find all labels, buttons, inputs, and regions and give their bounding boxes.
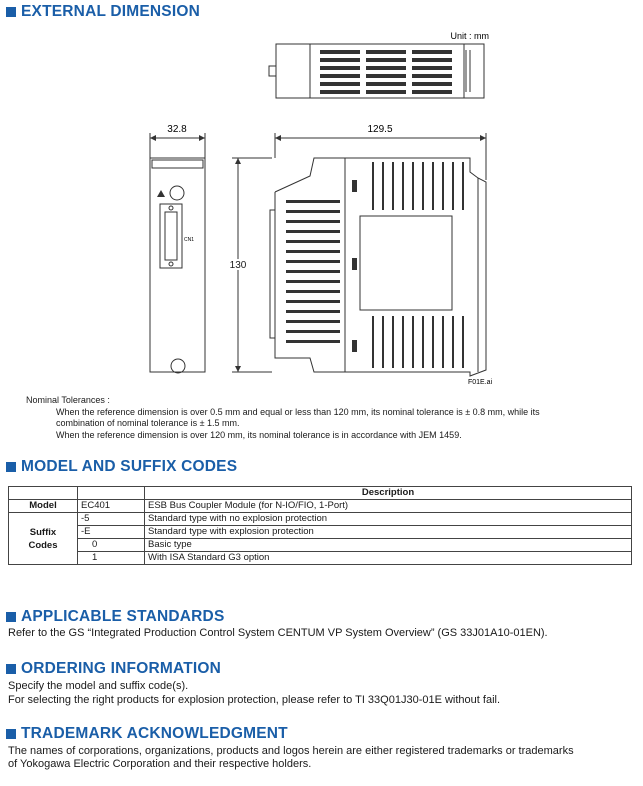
tolerance-line-2: combination of nominal tolerance is ± 1.5 mm. [56,418,240,428]
table-row [9,526,632,539]
suffix-code: -5 [78,513,145,526]
suffix-description: Standard type with no explosion protection [145,513,632,526]
suffix-code: 0 [78,539,145,552]
section-title: ORDERING INFORMATION [21,660,222,677]
side-width-label: 129.5 [367,124,393,135]
tolerance-title: Nominal Tolerances : [26,395,110,405]
section-heading-ordering-information [6,660,221,678]
square-bullet-icon [6,462,16,472]
section-heading-applicable-standards [6,608,225,626]
suffix-label-line-1: Suffix [29,526,57,538]
dimension-drawing [0,22,643,390]
suffix-codes-label [9,513,78,565]
suffix-code: 1 [78,552,145,565]
trademark-line-1: The names of corporations, organizations, products and logos herein are either registered trademarks or trademarks [8,745,574,757]
table-row [9,513,632,526]
section-title: MODEL AND SUFFIX CODES [21,458,238,475]
square-bullet-icon [6,7,16,17]
suffix-description: With ISA Standard G3 option [145,552,632,565]
front-width-label: 32.8 [167,124,187,135]
standards-text: Refer to the GS “Integrated Production Control System CENTUM VP System Overview” (GS 33J01A10-01EN). [8,627,548,639]
suffix-code: -E [78,526,145,539]
section-title: EXTERNAL DIMENSION [21,3,200,20]
table-header-row [9,487,632,500]
model-label: Model [9,500,78,513]
ordering-line-1: Specify the model and suffix code(s). [8,680,189,692]
description-header: Description [145,487,632,500]
section-heading-model-suffix [6,458,237,476]
connector-label: CN1 [184,237,195,243]
table-row [9,539,632,552]
tolerance-line-3: When the reference dimension is over 120 mm, its nominal tolerance is in accordance with JEM 1459. [56,430,462,440]
square-bullet-icon [6,729,16,739]
section-heading-external-dimension [6,3,200,21]
model-code: EC401 [78,500,145,513]
model-description: ESB Bus Coupler Module (for N-IO/FIO, 1-Port) [145,500,632,513]
unit-label: Unit : mm [450,31,489,41]
square-bullet-icon [6,612,16,622]
ordering-line-2: For selecting the right products for explosion protection, please refer to TI 33Q01J30-01E without fail. [8,694,501,706]
suffix-description: Basic type [145,539,632,552]
section-title: TRADEMARK ACKNOWLEDGMENT [21,725,288,742]
model-suffix-table [8,486,632,565]
figure-id: F01E.ai [468,379,493,386]
table-row [9,500,632,513]
height-label: 130 [229,260,247,271]
suffix-label-line-2: Codes [28,539,58,551]
suffix-description: Standard type with explosion protection [145,526,632,539]
section-title: APPLICABLE STANDARDS [21,608,225,625]
square-bullet-icon [6,664,16,674]
section-heading-trademark [6,725,288,743]
table-row [9,552,632,565]
tolerance-line-1: When the reference dimension is over 0.5 mm and equal or less than 120 mm, its nominal tolerance is ± 0.8 mm, while its [56,407,540,417]
trademark-line-2: of Yokogawa Electric Corporation and their respective holders. [8,758,312,770]
